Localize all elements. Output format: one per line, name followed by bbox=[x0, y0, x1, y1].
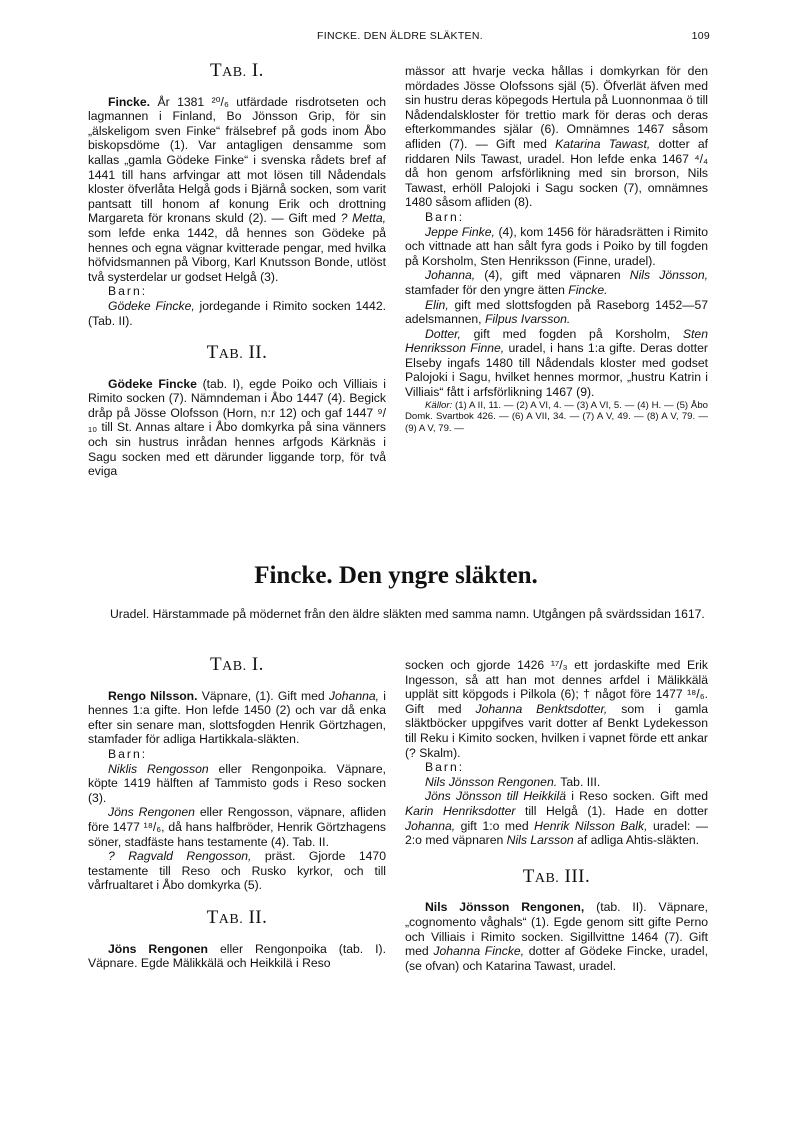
older-tab2-entry-continued: mässor att hvarje vecka hållas i domkyrkan för den mördades Jösse Olofssons själ (5). Öfverlät äfven med sin hustru deras köpegods Hertula på Luonnonmaa ö till Nådendalskloster för trettio mark för deras och deras efterkommandes själar (6). Omnämnes 1467 såsom afliden (7). — Gift med Katarina Tawast, dotter af riddaren Nils Tawast, uradel. Hon lefde enka 1467 ⁴/₄ då hon genom arfsförlikning med sin brorson, Nils Tawast, erhöll Palojoki i Sagu socken (7), omnämnes 1480 såsom afliden (8). bbox=[405, 64, 708, 210]
older-tab2-child-2: Johanna, (4), gift med väpnaren Nils Jönsson, stamfader för den yngre ätten Fincke. bbox=[405, 268, 708, 297]
younger-tab-2-heading: TAB. II. bbox=[206, 906, 268, 928]
younger-tab-1-heading: TAB. I. bbox=[210, 654, 264, 675]
children-label: Barn: bbox=[425, 209, 465, 224]
younger-tab-3-heading: TAB. III. bbox=[522, 865, 591, 887]
older-right-column bbox=[405, 64, 708, 434]
older-tab1-child-1: Gödeke Fincke, jordegande i Rimito socken 1442. (Tab. II). bbox=[88, 298, 386, 328]
older-tab2-child-1: Jeppe Finke, (4), kom 1456 för häradsrätten i Rimito och vittnade att han sålt fyra gods i Poiko by till fogden på Korsholm, Sten Henriksson (Finne, uradel). bbox=[405, 224, 709, 268]
older-tab-1-heading: TAB. I. bbox=[210, 60, 264, 81]
younger-tab1-child-1: Niklis Rengosson eller Rengonpoika. Väpnare, köpte 1419 hälften af Tammisto gods i Reso socken (3). bbox=[88, 761, 386, 805]
section-title: Fincke. Den yngre släkten. bbox=[254, 562, 538, 589]
page-number: 109 bbox=[691, 30, 710, 42]
younger-tab1-child-2: Jöns Rengonen eller Rengosson, väpnare, afliden före 1477 ¹⁸/₆, då hans halfbröder, Henrik Görtzhagens söner, stadfäste hans testamente (4). Tab. II. bbox=[88, 805, 386, 849]
older-tab2-child-3: Elin, gift med slottsfogden på Raseborg 1452—57 adelsmannen, Filpus Ivarsson. bbox=[405, 297, 708, 327]
younger-tab3-entry: Nils Jönsson Rengonen, (tab. II). Väpnare, „cognomento våghals“ (1). Egde genom sitt gifte Perno och Villiais i Rimito socken. Sigillvittne 1464 (7). Gift med Johanna Fincke, dotter af Gödeke Fincke, uradel, (se ofvan) och Katarina Tawast, uradel. bbox=[405, 900, 708, 973]
running-head: FINCKE. DEN ÄLDRE SLÄKTEN. bbox=[317, 30, 483, 42]
older-tab2-child-4: Dotter, gift med fogden på Korsholm, Sten Henriksson Finne, uradel, i hans 1:a gifte. Deras dotter Elseby ingafs 1480 till Nådendals kloster med godset Palojoki i Sagu, hvilket hennes mormor, „hustru Katrin i Villiais“ fått i arfsförlikning 1467 (9). bbox=[405, 326, 708, 400]
younger-right-column bbox=[405, 658, 708, 973]
older-tab1-entry: Fincke. År 1381 ²⁰/₆ utfärdade risdrotseten och lagmannen i Finland, Bo Jönsson Grip, för sin „älskeligom sven Finke“ frälsebref på gods inom Åbo biskopsdöme (1). Var antagligen densamme som kallas „gamla Gödeke Finke“ i svenska rådets bref af 1441 till hans arfvingar att mot lösen till Nådendals kloster öfverlåta Helgå gods i Bjärnå socken, som varit pantsatt till honom af konung Erik och drottning Margareta för kronans skuld (2). — Gift med ? Metta, som lefde enka 1442, då hennes son Gödeke på hennes och egna vägnar kvitterade pengar, med hvilka höfvidsmannen på Viborg, Karl Knutsson Bonde, utlöst två systerdelar ur godset Helgå (3). bbox=[88, 94, 387, 284]
younger-tab2-child-1: Nils Jönsson Rengonen. Tab. III. bbox=[425, 774, 601, 789]
younger-tab1-child-3: ? Ragvald Rengosson, präst. Gjorde 1470 testamente till Reso och Rusko kyrkor, och till vårfrualtaret i Åbo domkyrka (5). bbox=[88, 849, 386, 893]
children-label: Barn: bbox=[108, 746, 148, 761]
sources-note: Källor: (1) A II, 11. — (2) A VI, 4. — (3) A VI, 5. — (4) H. — (5) Åbo Domk. Svartbok 426. — (6) A VII, 34. — (7) A V, 49. — (8) A V, 79. — (9) A V, 79. — bbox=[405, 399, 708, 434]
younger-tab2-entry: Jöns Rengonen eller Rengonpoika (tab. I). Väpnare. Egde Mälikkälä och Heikkilä i Reso bbox=[88, 941, 386, 971]
older-left-column bbox=[88, 60, 387, 479]
running-header bbox=[90, 30, 710, 46]
older-tab2-entry: Gödeke Fincke (tab. I), egde Poiko och Villiais i Rimito socken (7). Nämndeman i Åbo 1447 (4). Begick dråp på Jösse Olofsson (Horn, n:r 12) och gaf 1447 ⁹/₁₀ till St. Annas altare i Åbo domkyrka på sina vänners och sin hustrus inrådan hennes arfgods Kärknäs i Sagu socken med ett därunder liggande torp, för två eviga bbox=[88, 376, 386, 479]
older-tab-2-heading: TAB. II. bbox=[206, 342, 268, 364]
younger-tab2-child-2: Jöns Jönsson till Heikkilä i Reso socken. Gift med Karin Henriksdotter till Helgå (1). Hade en dotter Johanna, gift 1:o med Henrik Nilsson Balk, uradel: — 2:o med väpnaren Nils Larsson af adliga Ahtis-släkten. bbox=[405, 789, 709, 848]
section-intro: Uradel. Härstammade på mödernet från den äldre släkten med samma namn. Utgången på svärdssidan 1617. bbox=[110, 607, 705, 621]
younger-left-column bbox=[88, 654, 386, 971]
younger-tab1-entry: Rengo Nilsson. Väpnare, (1). Gift med Johanna, i hennes 1:a gifte. Hon lefde 1450 (2) och var då enka efter sin senare man, slottsfogden Henrik Görtzhagen, stamfader för adliga Hartikkala-släkten. bbox=[88, 688, 386, 747]
younger-tab2-entry-continued: socken och gjorde 1426 ¹⁷/₃ ett jordaskifte med Erik Ingesson, så att han mot dennes arfdel i Mälikkälä upplät sitt köpgods i Pilkola (6); † något före 1477 ¹⁸/₆. Gift med Johanna Benktsdotter, som i gamla släktböcker uppgifves varit dotter af Benkt Lydekesson till Reku i Kimito socken, hvilken i vapnet förde ett ankar (? Skalm). bbox=[405, 658, 708, 760]
children-label: Barn: bbox=[425, 760, 465, 775]
children-label: Barn: bbox=[108, 284, 148, 299]
